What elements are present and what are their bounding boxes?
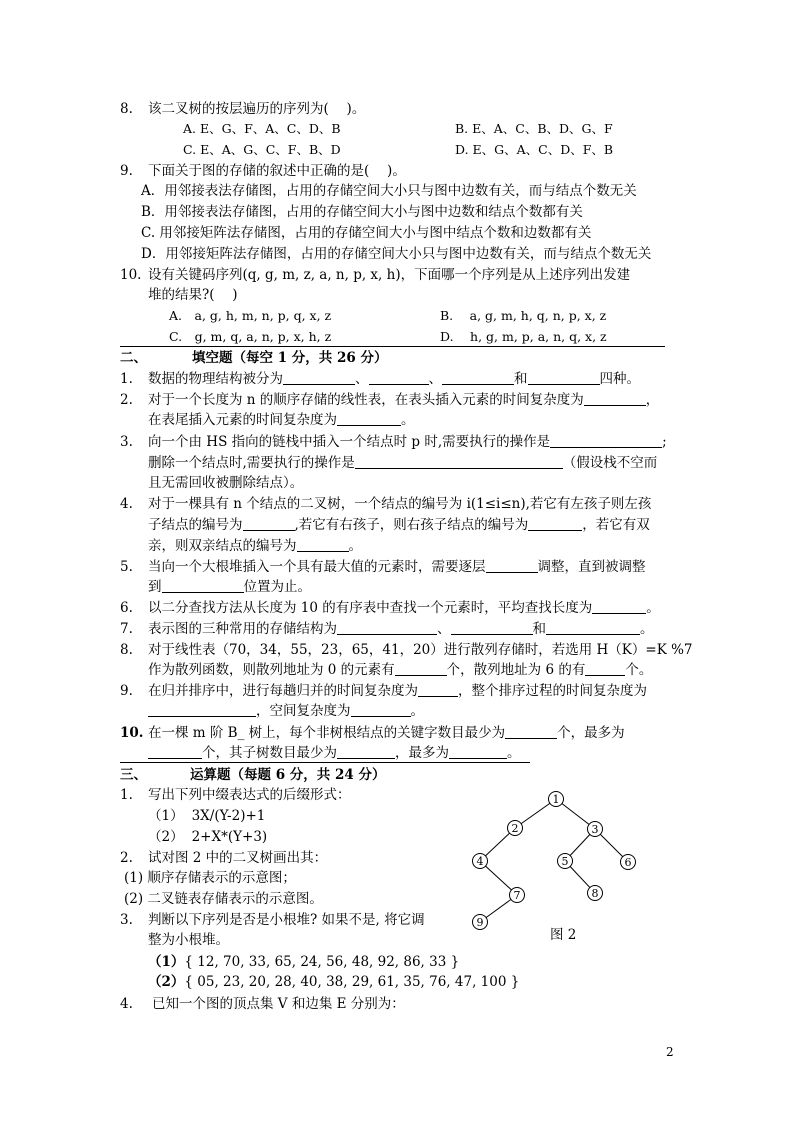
calc-2-text: 试对图 2 中的二叉树画出其： (148, 850, 328, 866)
q10-option-b: B. a, g, m, h, q, n, p, x, z (440, 308, 607, 323)
fill-9-line2: ，空间复杂度为 。 (148, 701, 424, 721)
fill-3-line2: 删除一个结点时,需要执行的操作是 （假设栈不空而 (148, 455, 658, 471)
fill-8-number: 8. (120, 642, 133, 658)
tree-node-label: 2 (511, 822, 519, 835)
calc-2-item-2: (2) 二叉链表存储表示的示意图。 (124, 891, 323, 907)
q10-line2: 堆的结果?( ) (148, 287, 238, 303)
section-rule (120, 346, 665, 347)
page-number: 2 (666, 1045, 674, 1059)
q8-option-b: B. E、A、C、B、D、G、F (455, 121, 613, 136)
q9-option-d: D．用邻接矩阵法存储图，占用的存储空间大小只与图中边数有关，而与结点个数无关 (141, 246, 652, 262)
q8-option-c: C. E、A、G、C、F、B、D (183, 142, 341, 157)
q10-option-a: A. a, g, h, m, n, p, q, x, z (169, 308, 332, 323)
calc-1-number: 1. (120, 787, 133, 803)
fill-9-line1: 在归并排序中，进行每趟归并的时间复杂度为 ，整个排序过程的时间复杂度为 (148, 683, 647, 699)
calc-3-item-1: （1）{ 12, 70, 33, 65, 24, 56, 48, 92, 86, 33 } (148, 954, 460, 970)
q8-option-d: D. E、G、A、C、D、F、B (455, 142, 614, 157)
q10-option-c: C. g, m, q, a, n, p, x, h, z (169, 329, 332, 344)
tree-node-label: 9 (476, 916, 484, 929)
q10-line1: 设有关键码序列(q, g, m, z, a, n, p, x, h)，下面哪一个序列是从上述序列出发建 (148, 267, 631, 283)
section-rule (120, 762, 530, 763)
q9-number: 9. (120, 163, 133, 179)
fill-9-number: 9. (120, 683, 133, 699)
fill-8-line2: 作为散列函数，则散列地址为 0 的元素有 个，散列地址为 6 的有 个。 (148, 662, 653, 678)
calc-3-line1: 判断以下序列是否是小根堆? 如果不是, 将它调 (148, 912, 425, 928)
fill-5-line1: 当向一个大根堆插入一个具有最大值的元素时，需要逐层 调整，直到被调整 (148, 559, 646, 575)
calc-4-text: 已知一个图的顶点集 V 和边集 E 分别为： (152, 996, 405, 1012)
tree-node-label: 5 (561, 855, 569, 868)
tree-node-label: 7 (513, 889, 521, 902)
calc-1-text: 写出下列中缀表达式的后缀形式： (148, 787, 351, 803)
fill-6: 以二分查找方法从长度为 10 的有序表中查找一个元素时，平均查找长度为 。 (148, 600, 660, 616)
fill-8-line1: 对于线性表（70，34，55，23，65，41，20）进行散列存储时，若选用 H（K）=K %7 (148, 642, 693, 658)
fill-2-number: 2. (120, 392, 133, 408)
fill-10-line1: 在一棵 m 阶 B_ 树上，每个非树根结点的关键字数目最少为 个，最多为 (148, 725, 625, 741)
q9-text: 下面关于图的存储的叙述中正确的是( )。 (148, 163, 406, 179)
fill-3-line1: 向一个由 HS 指向的链栈中插入一个结点时 p 时,需要执行的操作是 ; (148, 434, 667, 450)
tree-node-label: 8 (591, 887, 599, 900)
q9-option-c: C. 用邻接矩阵法存储图，占用的存储空间大小与图中结点个数和边数都有关 (141, 225, 592, 241)
q9-option-a: A．用邻接表法存储图，占用的存储空间大小只与图中边数有关，而与结点个数无关 (141, 183, 637, 199)
fill-3-line3: 且无需回收被删除结点）。 (148, 475, 304, 491)
fill-6-number: 6. (120, 600, 133, 616)
section-3-title: 运算题（每题 6 分，共 24 分） (190, 767, 386, 783)
fill-4-number: 4. (120, 496, 133, 512)
fill-1-number: 1. (120, 371, 133, 387)
tree-node-label: 6 (624, 856, 632, 869)
calc-2-number: 2. (120, 850, 133, 866)
q8-number: 8. (120, 101, 133, 117)
binary-tree-figure (460, 785, 660, 945)
calc-2-item-1: (1) 顺序存储表示的示意图； (124, 870, 296, 886)
q8-option-a: A. E、G、F、A、C、D、B (183, 121, 341, 136)
calc-3-number: 3. (120, 912, 133, 928)
q10-option-d: D. h, g, m, p, a, n, q, x, z (440, 329, 607, 344)
calc-3-item-2: （2）{ 05, 23, 20, 28, 40, 38, 29, 61, 35, 76, 47, 100 } (148, 974, 520, 990)
fill-5-line2: 到 位置为止。 (148, 579, 311, 595)
section-3-number: 三、 (120, 767, 147, 783)
calc-3-line2: 整为小根堆。 (148, 932, 229, 948)
q9-option-b: B．用邻接表法存储图，占用的存储空间大小与图中边数和结点个数都有关 (141, 204, 583, 220)
tree-node-label: 1 (552, 793, 560, 806)
q10-number: 10. (120, 267, 142, 283)
section-2-title: 填空题（每空 1 分，共 26 分） (192, 350, 388, 366)
fill-1: 数据的物理结构被分为 、 、 和 四种。 (148, 371, 640, 387)
q8-text: 该二叉树的按层遍历的序列为( )。 (148, 101, 366, 117)
fill-10-line2: 个，其子树数目最少为 ，最多为 。 (148, 743, 521, 763)
fill-2-line2: 在表尾插入元素的时间复杂度为 。 (148, 412, 415, 428)
fill-5-number: 5. (120, 559, 133, 575)
fill-4-line2: 子结点的编号为 ,若它有右孩子，则右孩子结点的编号为 ，若它有双 (148, 517, 650, 533)
calc-4-number: 4. (120, 996, 133, 1012)
calc-1-item-2: （2） 2+X*(Y+3) (148, 829, 268, 845)
tree-node-label: 3 (591, 823, 599, 836)
figure-caption: 图 2 (550, 927, 577, 943)
fill-7-number: 7. (120, 621, 133, 637)
fill-10-number: 10. (120, 725, 144, 741)
fill-4-line3: 亲，则双亲结点的编号为 。 (148, 538, 362, 554)
section-2-number: 二、 (120, 350, 147, 366)
fill-4-line1: 对于一棵具有 n 个结点的二叉树，一个结点的编号为 i(1≤i≤n),若它有左孩子则左孩 (148, 496, 652, 512)
fill-7: 表示图的三种常用的存储结构为 、 和 。 (148, 621, 654, 637)
calc-1-item-1: （1） 3X/(Y-2)+1 (148, 808, 266, 824)
fill-3-number: 3. (120, 434, 133, 450)
tree-node-label: 4 (476, 855, 484, 868)
fill-2-line1: 对于一个长度为 n 的顺序存储的线性表，在表头插入元素的时间复杂度为 ， (148, 392, 660, 408)
